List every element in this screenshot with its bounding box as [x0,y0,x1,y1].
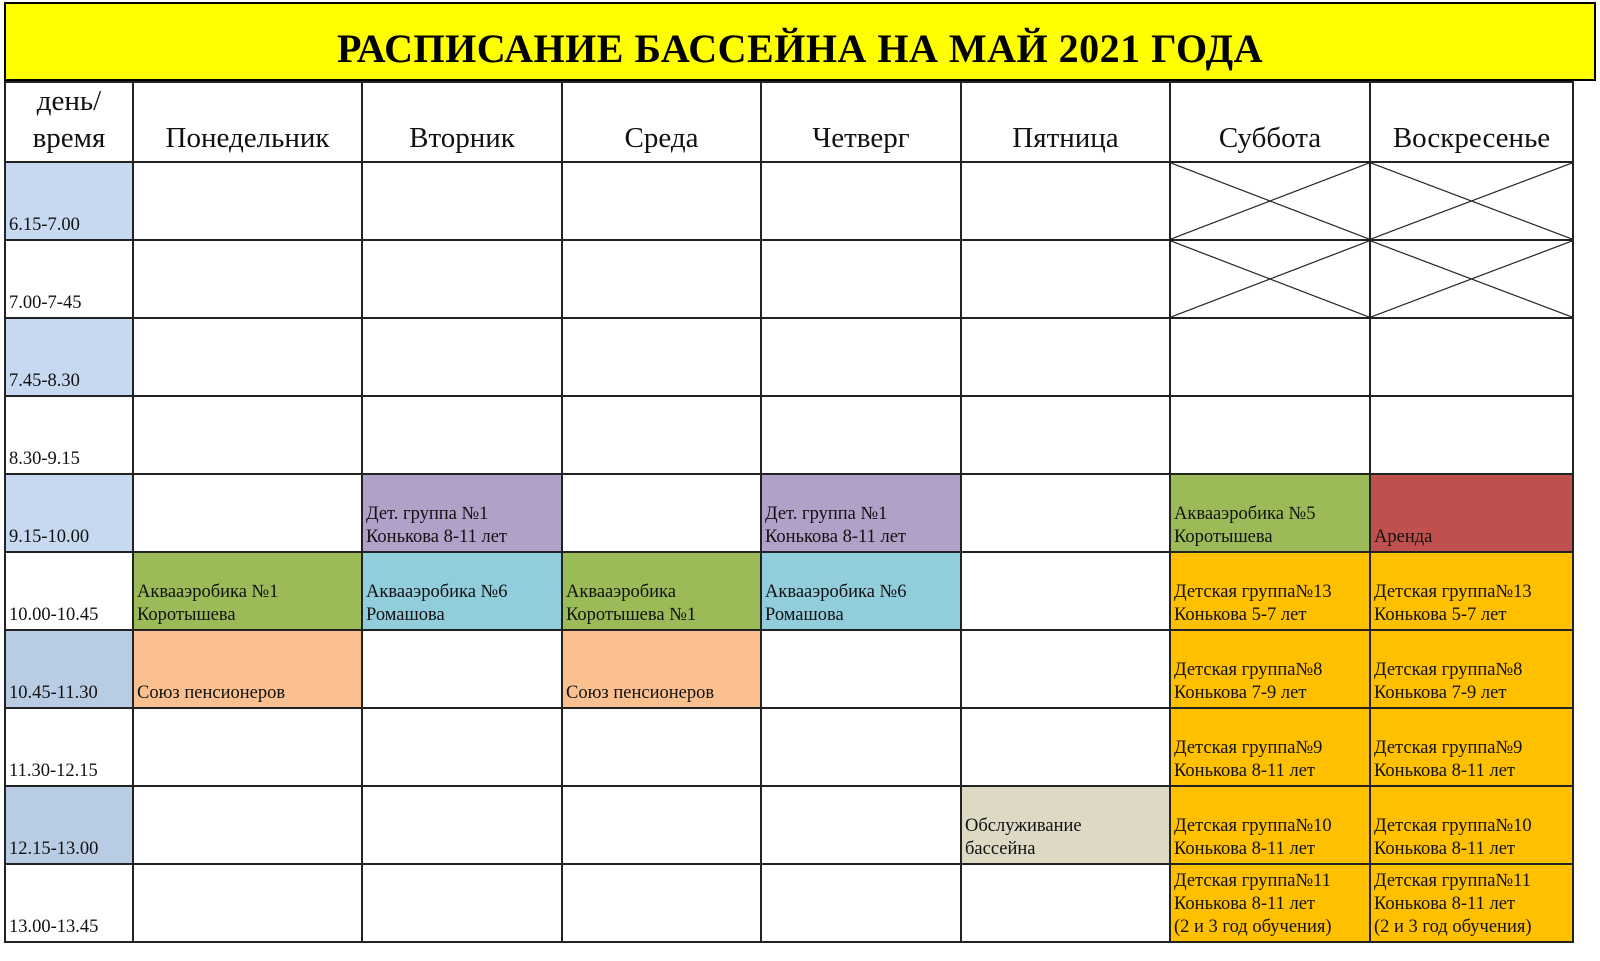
day-header-tuesday: Вторник [362,82,562,162]
session-text-line: Ромашова [366,605,445,625]
empty-slot-saturday [1170,396,1370,474]
session-text-line: Аренда [1374,527,1433,547]
empty-slot-friday [961,630,1170,708]
time-slot-row [5,474,1573,552]
session-text-line: Конькова 8-11 лет [765,527,907,547]
empty-slot-sunday [1370,318,1573,396]
session-cell-wednesday [562,552,761,630]
empty-slot-friday [961,318,1170,396]
session-cell-wednesday [562,630,761,708]
empty-slot-wednesday [562,318,761,396]
corner-line-day: день/ [36,85,102,117]
time-slot-row [5,786,1573,864]
empty-slot-thursday [761,786,961,864]
time-slot-label: 9.15-10.00 [5,474,133,552]
empty-slot-friday [961,396,1170,474]
time-slot-label: 6.15-7.00 [5,162,133,240]
session-text-line: Конькова 5-7 лет [1174,605,1307,625]
time-slot-row [5,318,1573,396]
unavailable-slot-sunday [1370,240,1573,318]
session-text-line: Конькова 7-9 лет [1374,683,1507,703]
session-cell-sunday [1370,708,1573,786]
unavailable-slot-saturday [1170,240,1370,318]
session-text-line: Конькова 8-11 лет [1174,839,1316,859]
empty-slot-monday [133,162,362,240]
time-slot-row [5,396,1573,474]
session-cell-saturday [1170,708,1370,786]
day-header-monday: Понедельник [133,82,362,162]
session-text-line: Конькова 8-11 лет [1174,761,1316,781]
unavailable-slot-saturday [1170,162,1370,240]
session-text-line: Детская группа№9 [1174,738,1323,758]
time-slot-row [5,240,1573,318]
empty-slot-monday [133,318,362,396]
session-text-line: Коротышева №1 [566,605,697,625]
session-text-line: Коротышева [137,605,236,625]
cross-mark-icon [1371,163,1572,239]
session-text-line: Аквааэробика №6 [366,582,508,602]
session-text-line: Конькова 8-11 лет [1174,894,1316,914]
header-row [5,82,1573,162]
empty-slot-tuesday [362,630,562,708]
session-text-line: Детская группа№10 [1174,816,1332,836]
session-cell-friday [961,786,1170,864]
session-text-line: Аквааэробика №6 [765,582,907,602]
empty-slot-friday [961,240,1170,318]
session-text-line: Детская группа№9 [1374,738,1523,758]
session-text-line: Коротышева [1174,527,1273,547]
empty-slot-thursday [761,396,961,474]
session-text-line: бассейна [965,839,1036,859]
empty-slot-monday [133,864,362,942]
empty-slot-monday [133,786,362,864]
session-cell-saturday [1170,552,1370,630]
session-text-line: Аквааэробика №1 [137,582,279,602]
session-text-line: Союз пенсионеров [566,683,715,703]
empty-slot-friday [961,864,1170,942]
empty-slot-friday [961,162,1170,240]
time-slot-row [5,708,1573,786]
session-text-line: Детская группа№11 [1174,871,1331,891]
session-text-line: Ромашова [765,605,844,625]
day-header-wednesday: Среда [562,82,761,162]
session-text-line: Детская группа№10 [1374,816,1532,836]
empty-slot-wednesday [562,786,761,864]
session-text-line: Союз пенсионеров [137,683,286,703]
session-cell-sunday [1370,630,1573,708]
time-slot-label: 8.30-9.15 [5,396,133,474]
time-slot-label: 10.00-10.45 [5,552,133,630]
empty-slot-thursday [761,864,961,942]
session-text-line: (2 и 3 год обучения) [1374,917,1532,937]
corner-line-time: время [32,122,106,154]
session-text-line: Конькова 8-11 лет [366,527,508,547]
cross-mark-icon [1171,241,1369,317]
session-cell-tuesday [362,552,562,630]
unavailable-slot-sunday [1370,162,1573,240]
time-slot-label: 13.00-13.45 [5,864,133,942]
session-text-line: Аквааэробика [566,582,676,602]
session-cell-saturday [1170,630,1370,708]
session-text-line: Детская группа№13 [1174,582,1332,602]
session-text-line: (2 и 3 год обучения) [1174,917,1332,937]
time-slot-label: 7.00-7-45 [5,240,133,318]
time-slot-label: 12.15-13.00 [5,786,133,864]
session-text-line: Детская группа№8 [1174,660,1323,680]
session-text-line: Обслуживание [965,816,1082,836]
session-text-line: Конькова 8-11 лет [1374,761,1516,781]
session-text-line: Конькова 8-11 лет [1374,894,1516,914]
time-slot-row [5,630,1573,708]
empty-slot-friday [961,474,1170,552]
session-cell-monday [133,630,362,708]
schedule-sheet [4,2,1596,956]
empty-slot-wednesday [562,162,761,240]
session-text-line: Дет. группа №1 [765,504,888,524]
session-text-line: Конькова 7-9 лет [1174,683,1307,703]
session-cell-tuesday [362,474,562,552]
day-header-saturday: Суббота [1170,82,1370,162]
day-header-friday: Пятница [961,82,1170,162]
empty-slot-wednesday [562,474,761,552]
empty-slot-saturday [1170,318,1370,396]
schedule-table [4,81,1574,943]
empty-slot-friday [961,708,1170,786]
time-slot-row [5,864,1573,942]
time-slot-row [5,552,1573,630]
empty-slot-monday [133,396,362,474]
empty-slot-friday [961,552,1170,630]
empty-slot-monday [133,474,362,552]
session-text-line: Конькова 8-11 лет [1374,839,1516,859]
empty-slot-wednesday [562,864,761,942]
session-cell-saturday [1170,864,1370,942]
empty-slot-thursday [761,630,961,708]
session-text-line: Конькова 5-7 лет [1374,605,1507,625]
day-header-thursday: Четверг [761,82,961,162]
empty-slot-tuesday [362,786,562,864]
corner-header [5,82,133,162]
empty-slot-sunday [1370,396,1573,474]
empty-slot-tuesday [362,864,562,942]
empty-slot-thursday [761,708,961,786]
session-cell-monday [133,552,362,630]
session-text-line: Детская группа№11 [1374,871,1531,891]
cross-mark-icon [1171,163,1369,239]
empty-slot-wednesday [562,240,761,318]
time-slot-row [5,162,1573,240]
session-text-line: Детская группа№13 [1374,582,1532,602]
empty-slot-wednesday [562,396,761,474]
empty-slot-thursday [761,162,961,240]
time-slot-label: 10.45-11.30 [5,630,133,708]
session-text-line: Дет. группа №1 [366,504,489,524]
session-cell-sunday [1370,786,1573,864]
session-cell-thursday [761,474,961,552]
empty-slot-tuesday [362,240,562,318]
empty-slot-thursday [761,240,961,318]
session-cell-sunday [1370,864,1573,942]
time-slot-label: 7.45-8.30 [5,318,133,396]
empty-slot-wednesday [562,708,761,786]
session-text-line: Детская группа№8 [1374,660,1523,680]
session-cell-saturday [1170,474,1370,552]
empty-slot-tuesday [362,318,562,396]
session-cell-thursday [761,552,961,630]
empty-slot-monday [133,708,362,786]
empty-slot-monday [133,240,362,318]
session-cell-sunday [1370,552,1573,630]
empty-slot-thursday [761,318,961,396]
day-header-sunday: Воскресенье [1370,82,1573,162]
empty-slot-tuesday [362,708,562,786]
time-slot-label: 11.30-12.15 [5,708,133,786]
session-cell-saturday [1170,786,1370,864]
session-cell-sunday [1370,474,1573,552]
page-title: РАСПИСАНИЕ БАССЕЙНА НА МАЙ 2021 ГОДА [4,2,1596,81]
cross-mark-icon [1371,241,1572,317]
empty-slot-tuesday [362,396,562,474]
empty-slot-tuesday [362,162,562,240]
session-text-line: Аквааэробика №5 [1174,504,1316,524]
